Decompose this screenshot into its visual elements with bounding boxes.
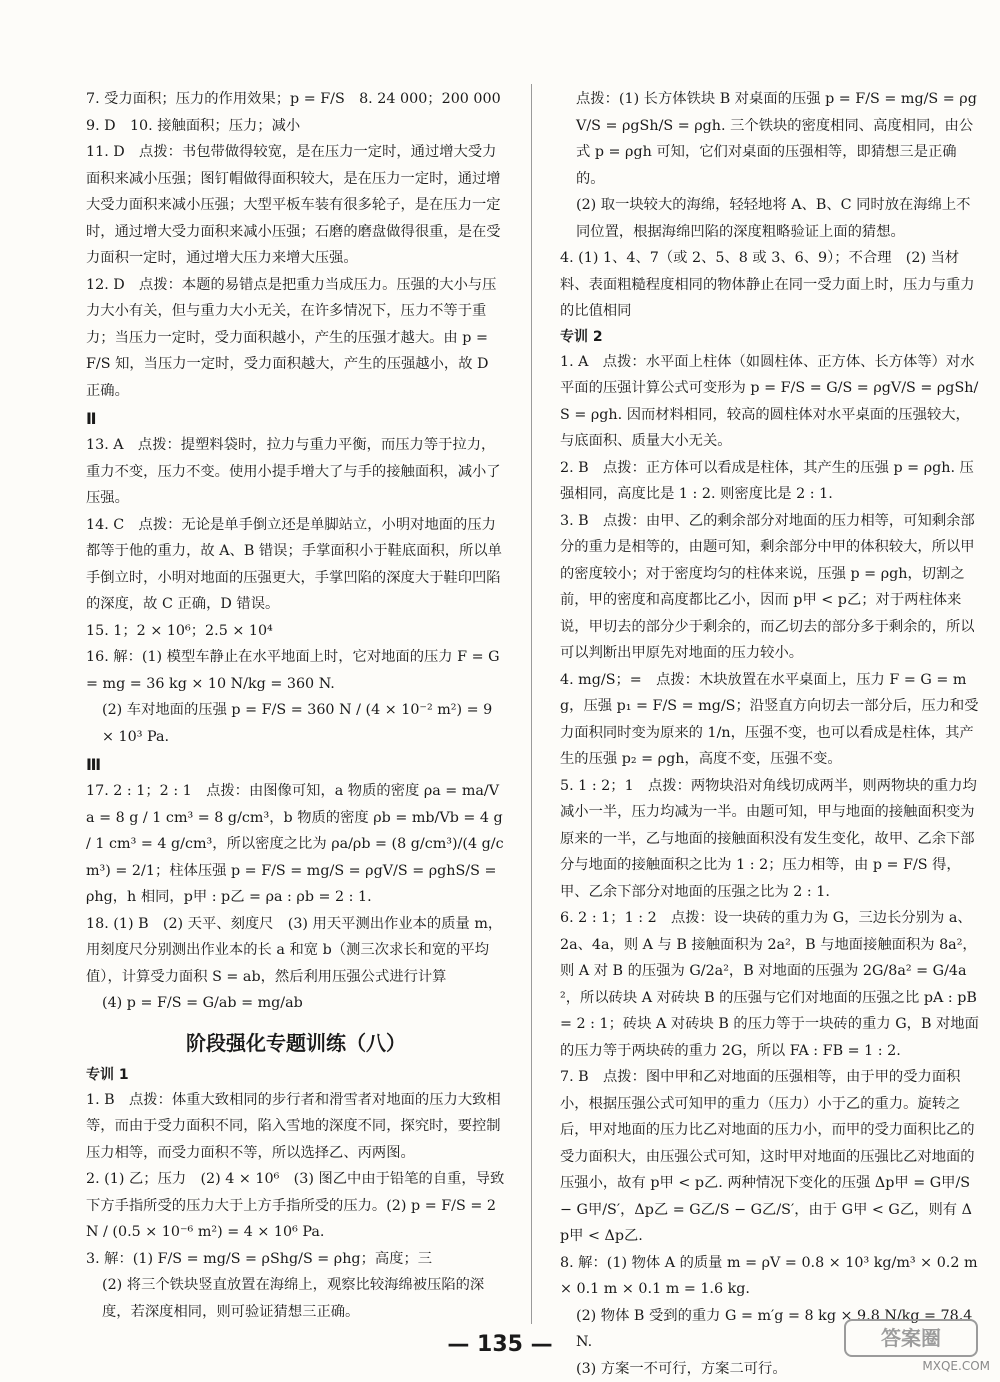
page-number: — 135 — bbox=[0, 1332, 1000, 1357]
answer-item: 7. B 点拨：图中甲和乙对地面的压强相等，由于甲的受力面积小，根据压强公式可知甲的重力（压力）小于乙的重力。旋转之后，甲对地面的压力比乙对地面的压力小，而甲的受力面积比乙的受力面积大，由压强公式可知，这时甲对地面的压强比乙对地面的压强小，故有 p甲 < p乙. 两种情况下变化的压强 Δp甲 = G甲/S − G甲/S′，Δp乙 = G乙/S − G乙/S′，由于 G甲 < G乙，则有 Δp甲 < Δp乙. bbox=[560, 1064, 980, 1250]
answer-subitem: (2) 将三个铁块竖直放置在海绵上，观察比较海绵被压陷的深度，若深度相同，则可验证猜想三正确。 bbox=[86, 1272, 506, 1325]
answer-item: 4. mg/S；= 点拨：木块放置在水平桌面上，压力 F = G = mg，压强 p₁ = F/S = mg/S；沿竖直方向切去一部分后，压力和受力面积同时变为原来的 1/n，压强不变，也可以看成是柱体，其产生的压强 p₂ = ρgh，高度不变，压强不变。 bbox=[560, 667, 980, 773]
answer-item: 7. 受力面积；压力的作用效果；p = F/S 8. 24 000；200 000 bbox=[86, 86, 506, 113]
answer-subitem: (3) 方案一不可行，方案二可行。 bbox=[560, 1356, 980, 1382]
answer-item: 8. 解：(1) 物体 A 的质量 m = ρV = 0.8 × 10³ kg/m³ × 0.2 m × 0.1 m × 0.1 m = 1.6 kg. bbox=[560, 1250, 980, 1303]
subsection-title: 专训 2 bbox=[560, 325, 980, 349]
level-mark-icon: Ⅱ bbox=[86, 408, 506, 430]
answer-item: 5. 1 : 2；1 点拨：两物块沿对角线切成两半，则两物块的重力均减小一半，压力均减为一半。由题可知，甲与地面的接触面积变为原来的一半，乙与地面的接触面积没有发生变化，故甲、乙余下部分与地面的接触面积之比为 1 : 2；压力相等，由 p = F/S 得，甲、乙余下部分对地面的压强之比为 2 : 1. bbox=[560, 773, 980, 906]
answer-item: 11. D 点拨：书包带做得较宽，是在压力一定时，通过增大受力面积来减小压强；图钉帽做得面积较大，是在压力一定时，通过增大受力面积来减小压强；大型平板车装有很多轮子，是在压力一定时，通过增大受力面积来减小压强；石磨的磨盘做得很重，是在受力面积一定时，通过增大压力来增大压强。 bbox=[86, 139, 506, 272]
answer-item: 3. B 点拨：由甲、乙的剩余部分对地面的压力相等，可知剩余部分的重力是相等的，由题可知，剩余部分中甲的体积较大，所以甲的密度较小；对于密度均匀的柱体来说，压强 p = ρgh，切割之前，甲的密度和高度都比乙小，因而 p甲 < p乙；对于两柱体来说，甲切去的部分少于剩余的，而乙切去的部分多于剩余的，所以可以判断出甲原先对地面的压力较小。 bbox=[560, 508, 980, 667]
answer-subitem: (2) 车对地面的压强 p = F/S = 360 N / (4 × 10⁻² m²) = 9 × 10³ Pa. bbox=[86, 697, 506, 750]
answer-item: 17. 2 : 1；2 : 1 点拨：由图像可知，a 物质的密度 ρa = ma/Va = 8 g / 1 cm³ = 8 g/cm³，b 物质的密度 ρb = mb/Vb = 4 g / 1 cm³ = 4 g/cm³，所以密度之比为 ρa/ρb = (8 g/cm³)/(4 g/cm³) = 2/1；柱体压强 p = F/S = mg/S = ρgV/S = ρghS/S = ρhg，h 相同，p甲 : p乙 = ρa : ρb = 2 : 1. bbox=[86, 778, 506, 911]
site-logo: 答案圈 bbox=[844, 1319, 978, 1357]
answer-item: 18. (1) B (2) 天平、刻度尺 (3) 用天平测出作业本的质量 m，用刻度尺分别测出作业本的长 a 和宽 b（测三次求长和宽的平均值），计算受力面积 S = ab，然后利用压强公式进行计算 bbox=[86, 911, 506, 991]
answer-item: 6. 2 : 1；1 : 2 点拨：设一块砖的重力为 G，三边长分别为 a、2a、4a，则 A 与 B 接触面积为 2a²，B 与地面接触面积为 8a²，则 A 对 B 的压强为 G/2a²，B 对地面的压强为 2G/8a² = G/4a²，所以砖块 A 对砖块 B 的压强与它们对地面的压强之比 pA : pB = 2 : 1；砖块 A 对砖块 B 的压力等于一块砖的重力 G，B 对地面的压力等于两块砖的重力 2G，所以 FA : FB = 1 : 2. bbox=[560, 905, 980, 1064]
site-watermark: MXQE.COM bbox=[922, 1359, 990, 1373]
answer-item: 2. B 点拨：正方体可以看成是柱体，其产生的压强 p = ρgh. 压强相同，高度比是 1 : 2. 则密度比是 2 : 1. bbox=[560, 455, 980, 508]
left-column bbox=[86, 86, 506, 1325]
answer-item: 14. C 点拨：无论是单手倒立还是单脚站立，小明对地面的压力都等于他的重力，故 A、B 错误；手掌面积小于鞋底面积，所以单手倒立时，小明对地面的压强更大，手掌凹陷的深度大于鞋印凹陷的深度，故 C 正确，D 错误。 bbox=[86, 512, 506, 618]
right-column bbox=[560, 86, 980, 1382]
answer-item: 1. B 点拨：体重大致相同的步行者和滑雪者对地面的压力大致相等，而由于受力面积不同，陷入雪地的深度不同，探究时，要控制压力相等，而受力面积不等，所以选择乙、丙两图。 bbox=[86, 1087, 506, 1167]
answer-item: 12. D 点拨：本题的易错点是把重力当成压力。压强的大小与压力大小有关，但与重力大小无关，在许多情况下，压力不等于重力；当压力一定时，受力面积越小，产生的压强才越大。由 p = F/S 知，当压力一定时，受力面积越大，产生的压强越小，故 D 正确。 bbox=[86, 272, 506, 405]
answer-item: 15. 1；2 × 10⁶；2.5 × 10⁴ bbox=[86, 618, 506, 645]
answer-item: 9. D 10. 接触面积；压力；减小 bbox=[86, 113, 506, 140]
column-divider bbox=[531, 84, 532, 1324]
answer-subitem: 点拨：(1) 长方体铁块 B 对桌面的压强 p = F/S = mg/S = ρgV/S = ρgSh/S = ρgh. 三个铁块的密度相同、高度相同，由公式 p = ρgh 可知，它们对桌面的压强相等，即猜想三是正确的。 bbox=[560, 86, 980, 192]
level-mark-icon: Ⅲ bbox=[86, 754, 506, 776]
section-title: 阶段强化专题训练（八） bbox=[86, 1027, 506, 1059]
answer-subitem: (2) 取一块较大的海绵，轻轻地将 A、B、C 同时放在海绵上不同位置，根据海绵凹陷的深度粗略验证上面的猜想。 bbox=[560, 192, 980, 245]
subsection-title: 专训 1 bbox=[86, 1063, 506, 1087]
answer-subitem: (2) 物体 B 受到的重力 G = m′g = 8 kg × 9.8 N/kg = 78.4 N. bbox=[560, 1303, 980, 1356]
answer-item: 16. 解：(1) 模型车静止在水平地面上时，它对地面的压力 F = G = mg = 36 kg × 10 N/kg = 360 N. bbox=[86, 644, 506, 697]
answer-subitem: (4) p = F/S = G/ab = mg/ab bbox=[86, 990, 506, 1017]
answer-item: 4. (1) 1、4、7（或 2、5、8 或 3、6、9）；不合理 (2) 当材料、表面粗糙程度相同的物体静止在同一受力面上时，压力与重力的比值相同 bbox=[560, 245, 980, 325]
answer-item: 1. A 点拨：水平面上柱体（如圆柱体、正方体、长方体等）对水平面的压强计算公式可变形为 p = F/S = G/S = ρgV/S = ρgSh/S = ρgh. 因而材料相同，较高的圆柱体对水平桌面的压强较大，与底面积、质量大小无关。 bbox=[560, 349, 980, 455]
answer-item: 13. A 点拨：提塑料袋时，拉力与重力平衡，而压力等于拉力，重力不变，压力不变。使用小提手增大了与手的接触面积，减小了压强。 bbox=[86, 432, 506, 512]
answer-item: 3. 解：(1) F/S = mg/S = ρShg/S = ρhg；高度；三 bbox=[86, 1246, 506, 1273]
answer-item: 2. (1) 乙；压力 (2) 4 × 10⁶ (3) 图乙中由于铅笔的自重，导致下方手指所受的压力大于上方手指所受的压力。(2) p = F/S = 2 N / (0.5 × 10⁻⁶ m²) = 4 × 10⁶ Pa. bbox=[86, 1166, 506, 1246]
